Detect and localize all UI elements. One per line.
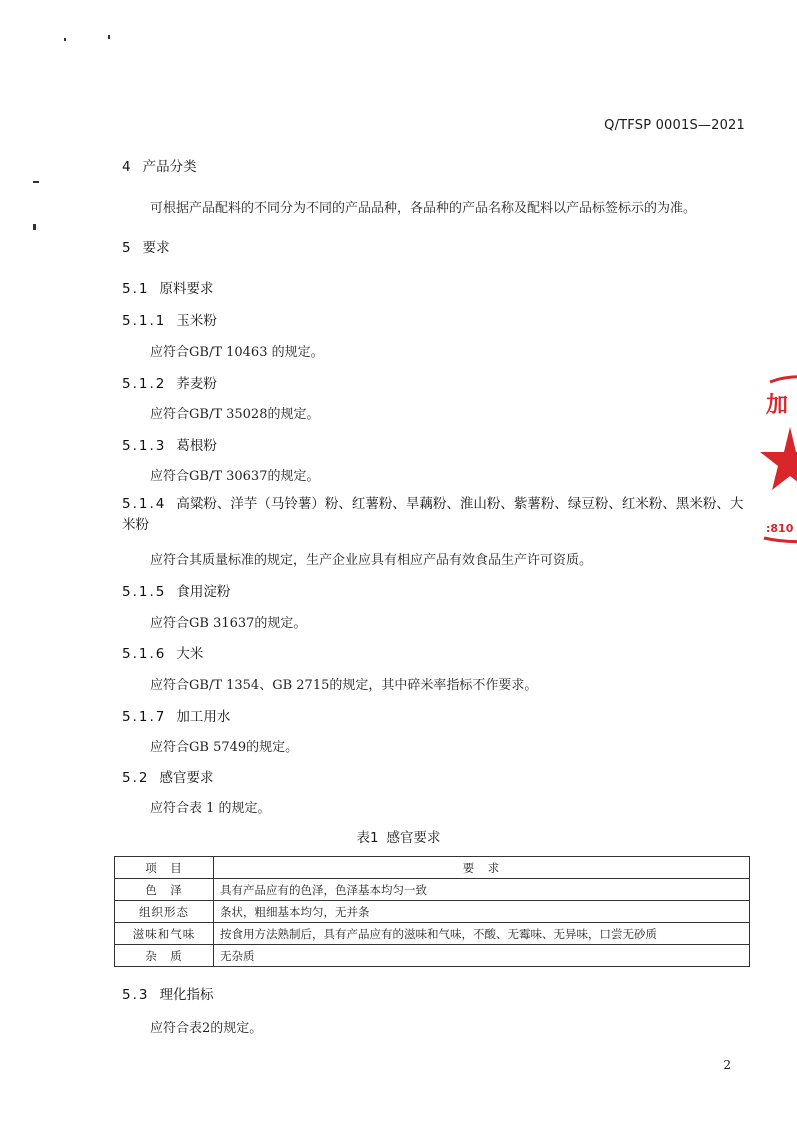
sensory-requirements-table bbox=[114, 856, 750, 967]
section-5-1-5-text: 应符合GB 31637的规定。 bbox=[150, 616, 307, 631]
section-5-2-text: 应符合表 1 的规定。 bbox=[150, 801, 271, 816]
section-5-1-1-text: 应符合GB/T 10463 的规定。 bbox=[150, 345, 324, 360]
table-header-item: 项 目 bbox=[115, 857, 214, 879]
section-number: 5.1 bbox=[122, 281, 150, 297]
table-row bbox=[115, 879, 750, 901]
section-number: 5.1.1 bbox=[122, 313, 167, 329]
table-cell-requirement: 条状，粗细基本均匀，无并条 bbox=[214, 901, 750, 923]
section-5-1-2-text: 应符合GB/T 35028的规定。 bbox=[150, 407, 320, 422]
section-5-1-6-text: 应符合GB/T 1354、GB 2715的规定，其中碎米率指标不作要求。 bbox=[150, 678, 538, 693]
section-title: 要求 bbox=[142, 240, 170, 256]
section-title: 大米 bbox=[176, 646, 204, 662]
section-title: 感官要求 bbox=[159, 770, 214, 786]
section-5-1-heading bbox=[122, 277, 213, 297]
seal-star-icon bbox=[760, 427, 797, 490]
table-caption-label: 表1 bbox=[356, 830, 379, 846]
section-title: 原料要求 bbox=[159, 281, 214, 297]
table-cell-item: 组织形态 bbox=[115, 901, 214, 923]
section-title: 荞麦粉 bbox=[176, 376, 217, 392]
section-number: 5.1.6 bbox=[122, 646, 167, 662]
table-row bbox=[115, 945, 750, 967]
section-title: 玉米粉 bbox=[176, 313, 217, 329]
table-row bbox=[115, 901, 750, 923]
section-number: 5.1.5 bbox=[122, 584, 167, 600]
scan-speck bbox=[64, 38, 66, 41]
section-5-1-6-heading bbox=[122, 642, 203, 662]
table-caption-title: 感官要求 bbox=[386, 830, 441, 846]
section-number: 4 bbox=[122, 159, 133, 175]
table-cell-item: 色 泽 bbox=[115, 879, 214, 901]
scan-speck bbox=[33, 181, 39, 183]
section-5-heading bbox=[122, 236, 170, 256]
section-5-1-4-text: 应符合其质量标准的规定，生产企业应具有相应产品有效食品生产许可资质。 bbox=[150, 553, 593, 568]
section-5-1-4-heading bbox=[122, 494, 752, 536]
table-cell-requirement: 具有产品应有的色泽，色泽基本均匀一致 bbox=[214, 879, 750, 901]
section-4-text: 可根据产品配料的不同分为不同的产品品种，各品种的产品名称及配料以产品标签标示的为准。 bbox=[150, 201, 697, 216]
section-title: 食用淀粉 bbox=[176, 584, 231, 600]
document-code: Q/TFSP 0001S—2021 bbox=[604, 118, 745, 133]
table-row bbox=[115, 923, 750, 945]
section-number: 5.1.4 bbox=[122, 496, 167, 512]
table-cell-requirement: 按食用方法熟制后，具有产品应有的滋味和气味，不酸、无霉味、无异味，口尝无砂质 bbox=[214, 923, 750, 945]
section-title: 加工用水 bbox=[176, 709, 231, 725]
scan-speck bbox=[108, 35, 110, 39]
section-5-1-3-text: 应符合GB/T 30637的规定。 bbox=[150, 469, 320, 484]
seal-graphic bbox=[760, 372, 797, 547]
scan-speck bbox=[33, 224, 36, 230]
section-title: 产品分类 bbox=[142, 159, 197, 175]
section-number: 5.1.7 bbox=[122, 709, 167, 725]
company-seal bbox=[760, 372, 797, 547]
table-header-row bbox=[115, 857, 750, 879]
table-cell-item: 滋味和气味 bbox=[115, 923, 214, 945]
section-5-1-5-heading bbox=[122, 580, 230, 600]
table-caption bbox=[0, 826, 797, 846]
section-5-2-heading bbox=[122, 766, 213, 786]
section-5-3-text: 应符合表2的规定。 bbox=[150, 1021, 263, 1036]
seal-text-top: 加 bbox=[766, 393, 789, 418]
section-number: 5.1.3 bbox=[122, 438, 167, 454]
table-cell-requirement: 无杂质 bbox=[214, 945, 750, 967]
section-number: 5 bbox=[122, 240, 133, 256]
seal-text-bottom: :810 bbox=[766, 522, 794, 535]
section-5-3-heading bbox=[122, 983, 213, 1003]
table-header-requirement: 要 求 bbox=[214, 857, 750, 879]
section-5-1-2-heading bbox=[122, 372, 217, 392]
section-title: 理化指标 bbox=[159, 987, 214, 1003]
page-number: 2 bbox=[723, 1058, 731, 1072]
section-5-1-7-text: 应符合GB 5749的规定。 bbox=[150, 740, 299, 755]
section-5-1-7-heading bbox=[122, 705, 230, 725]
section-5-1-3-heading bbox=[122, 434, 217, 454]
table-cell-item: 杂 质 bbox=[115, 945, 214, 967]
section-number: 5.2 bbox=[122, 770, 150, 786]
section-number: 5.3 bbox=[122, 987, 150, 1003]
section-number: 5.1.2 bbox=[122, 376, 167, 392]
section-5-1-1-heading bbox=[122, 309, 217, 329]
section-4-heading bbox=[122, 155, 197, 175]
section-title: 葛根粉 bbox=[176, 438, 217, 454]
section-title: 高粱粉、洋芋（马铃薯）粉、红薯粉、旱藕粉、淮山粉、紫薯粉、绿豆粉、红米粉、黑米粉、大米粉 bbox=[122, 496, 744, 533]
